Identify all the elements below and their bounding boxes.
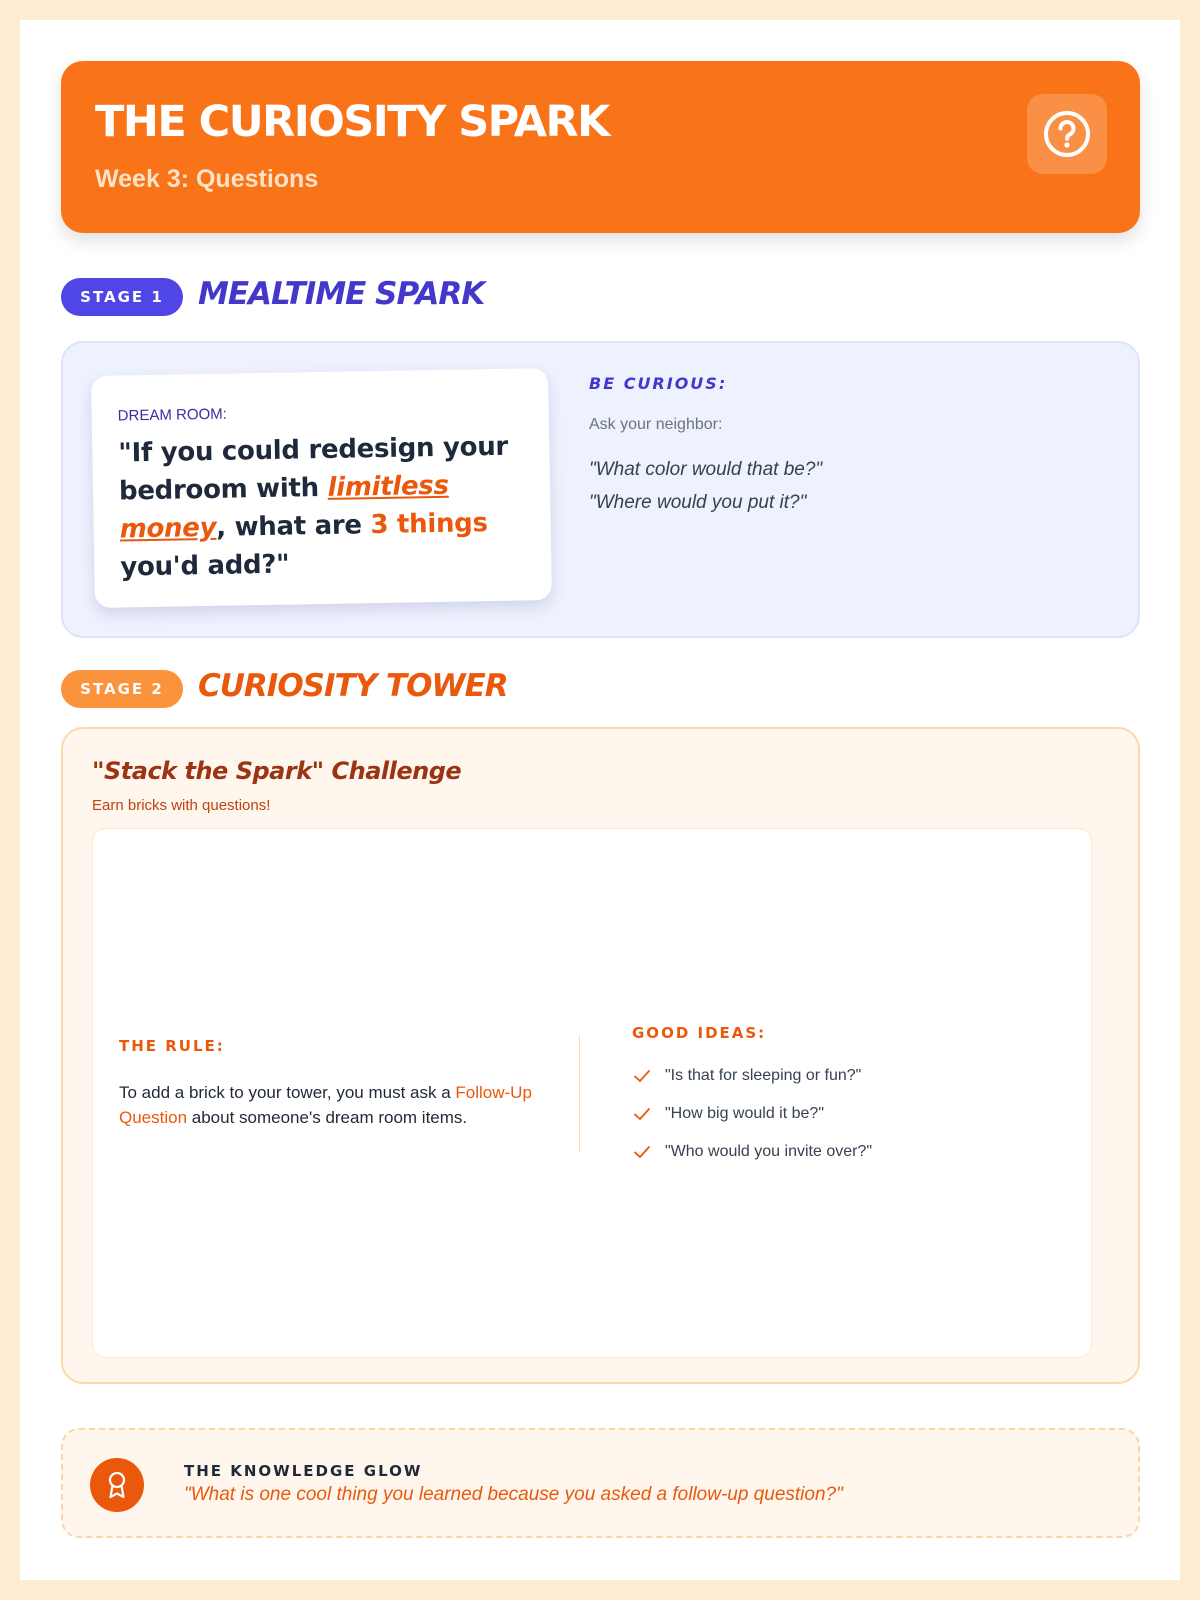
idea-text: "Is that for sleeping or fun?" (665, 1067, 862, 1084)
knowledge-glow-heading: THE KNOWLEDGE GLOW (184, 1462, 423, 1480)
quote-highlight-money: limitless money (119, 470, 449, 545)
quote-text: you'd add?" (120, 549, 290, 583)
challenge-card (92, 828, 1092, 1358)
quote-highlight-things: 3 things (370, 508, 488, 541)
quote-text: "If you could redesign your bedroom with (118, 431, 509, 507)
rule-text-part: To add a brick to your tower, you must ask a (119, 1083, 456, 1102)
curiosity-tower-panel (61, 727, 1140, 1384)
card-quote (118, 427, 526, 586)
knowledge-glow-question: "What is one cool thing you learned because you asked a follow-up question?" (184, 1484, 843, 1505)
rule-text (119, 1080, 559, 1130)
worksheet-page (20, 20, 1180, 1580)
card-label: DREAM ROOM: (117, 405, 228, 425)
idea-text: "Who would you invite over?" (665, 1143, 873, 1160)
knowledge-glow-box (61, 1428, 1140, 1538)
dream-room-card (91, 368, 552, 608)
good-ideas-heading: GOOD IDEAS: (632, 1024, 767, 1042)
page-title: THE CURIOSITY SPARK (95, 97, 609, 147)
rule-text-part: about someone's dream room items. (187, 1108, 468, 1127)
be-curious-heading: BE CURIOUS: (589, 374, 728, 393)
idea-item (632, 1104, 824, 1124)
idea-item (632, 1142, 872, 1162)
column-divider (579, 1035, 580, 1153)
check-icon (632, 1104, 652, 1124)
page-subtitle: Week 3: Questions (95, 165, 319, 193)
quote-text: , what are (215, 510, 371, 543)
curious-question: "Where would you put it?" (589, 492, 807, 513)
stage-1-badge: STAGE 1 (61, 278, 183, 316)
idea-text: "How big would it be?" (665, 1105, 824, 1122)
curious-question: "What color would that be?" (589, 459, 823, 480)
challenge-title: "Stack the Spark" Challenge (92, 757, 462, 785)
rule-highlight: Follow-Up Question (119, 1083, 532, 1127)
stage-2-badge: STAGE 2 (61, 670, 183, 708)
be-curious-subheading: Ask your neighbor: (589, 416, 723, 433)
award-ribbon-icon (90, 1458, 144, 1512)
check-icon (632, 1142, 652, 1162)
help-button[interactable] (1027, 94, 1107, 174)
header-banner (61, 61, 1140, 233)
idea-item (632, 1066, 861, 1086)
check-icon (632, 1066, 652, 1086)
stage-2-title: CURIOSITY TOWER (198, 668, 508, 704)
question-circle-icon (1042, 109, 1092, 159)
mealtime-spark-panel (61, 341, 1140, 638)
stage-1-title: MEALTIME SPARK (198, 276, 485, 312)
rule-heading: THE RULE: (119, 1037, 225, 1055)
challenge-subtitle: Earn bricks with questions! (92, 797, 271, 814)
